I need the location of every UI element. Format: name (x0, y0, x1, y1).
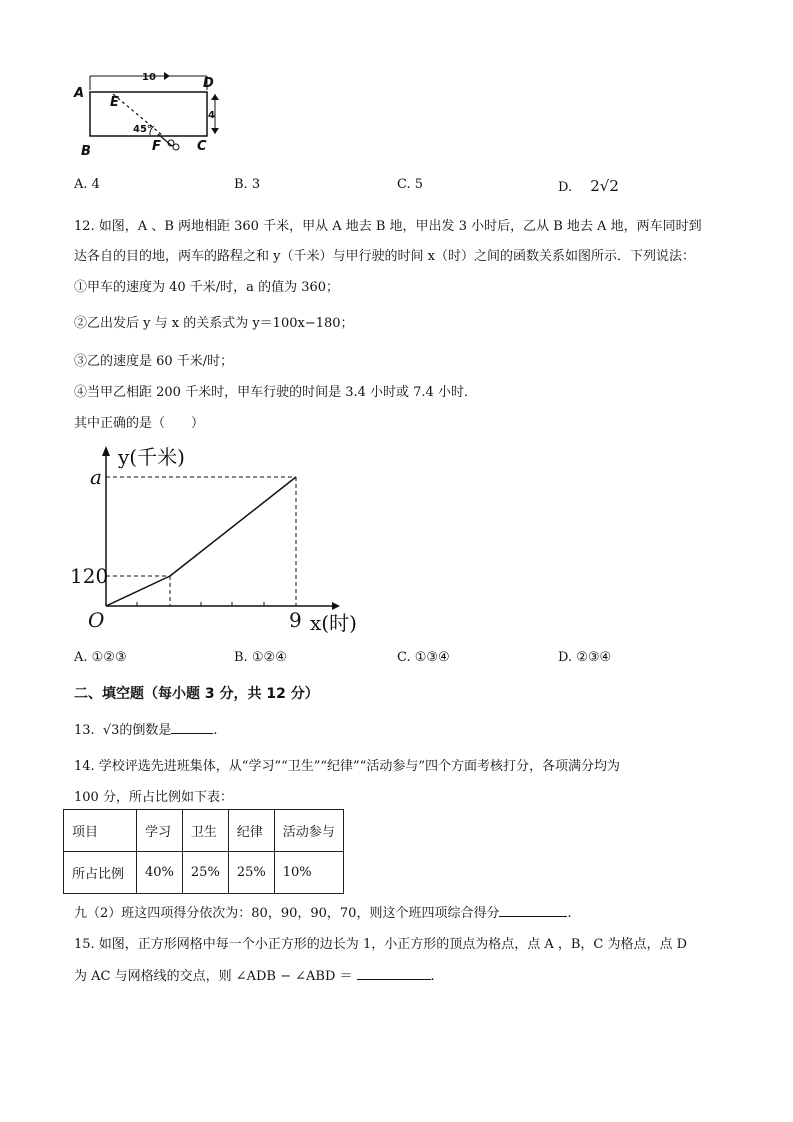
q13-text: 的倒数是 (119, 723, 172, 738)
q12-line2: 达各自的目的地，两车的路程之和 y（千米）与甲行驶的时间 x（时）之间的函数关系如图所示．下列说法： (74, 249, 695, 264)
table-cell: 25% (182, 852, 228, 894)
q12-question: 其中正确的是（ ） (74, 416, 205, 431)
proportion-table (63, 809, 344, 894)
q14-answer-blank[interactable] (499, 904, 567, 917)
x-axis-label: x(时) (310, 611, 357, 635)
q14-end: . (567, 906, 572, 921)
q13-end: . (213, 723, 218, 738)
q11-option-b[interactable]: B. 3 (234, 177, 261, 192)
q13 (74, 719, 218, 738)
table-header-cell: 卫生 (182, 810, 228, 852)
angle-45: 45° (133, 124, 152, 135)
q13-answer-blank[interactable] (171, 721, 213, 734)
q15-line1: 15. 如图，正方形网格中每一个小正方形的边长为 1，小正方形的顶点为格点，点 A ，B，C 为格点，点 D (74, 937, 688, 952)
tick-120: 120 (70, 564, 109, 588)
q12-statement-2: ②乙出发后 y 与 x 的关系式为 y＝100x−180； (74, 316, 354, 331)
q13-number: 13. (74, 723, 95, 738)
tick-9: 9 (289, 608, 302, 632)
q14-line2: 100 分，所占比例如下表： (74, 790, 233, 805)
q11-option-d-math: 2√2 (590, 177, 619, 195)
table-cell: 25% (228, 852, 274, 894)
distance-time-graph (70, 440, 380, 640)
q15-line2 (74, 965, 435, 984)
q12-option-c[interactable]: C. ①③④ (397, 650, 450, 665)
table-cell: 10% (274, 852, 343, 894)
origin-label: O (88, 608, 105, 632)
q12-statement-4: ④当甲乙相距 200 千米时，甲车行驶的时间是 3.4 小时或 7.4 小时． (74, 385, 477, 400)
length-10: 10 (142, 72, 156, 83)
label-e: E (110, 95, 119, 110)
graph-segment-2 (170, 477, 296, 576)
rectangle-fold-figure (70, 68, 220, 160)
q15-line2-text: 为 AC 与网格线的交点，则 ∠ADB − ∠ABD ＝ (74, 969, 353, 984)
q12-line1: 12. 如图，A 、B 两地相距 360 千米，甲从 A 地去 B 地，甲出发 3 小时后，乙从 B 地去 A 地，两车同时到 (74, 219, 702, 234)
label-f: F (152, 139, 161, 154)
table-cell: 40% (137, 852, 183, 894)
length-4: 4 (208, 110, 215, 121)
label-a-value: a (90, 465, 102, 489)
table-header-row (64, 810, 344, 852)
label-b: B (81, 144, 91, 159)
q13-math: √3 (102, 723, 120, 738)
q12-statement-1: ①甲车的速度为 40 千米/时，a 的值为 360； (74, 280, 340, 295)
q11-option-c[interactable]: C. 5 (397, 177, 424, 192)
table-cell: 所占比例 (64, 852, 137, 894)
table-header-cell: 活动参与 (274, 810, 343, 852)
table-header-cell: 项目 (64, 810, 137, 852)
q14-line1: 14. 学校评选先进班集体，从“学习”“卫生”“纪律”“活动参与”四个方面考核打分，各项满分均为 (74, 759, 620, 774)
table-row (64, 852, 344, 894)
q12-option-d[interactable]: D. ②③④ (558, 650, 612, 665)
q14-line3 (74, 902, 572, 921)
y-axis-label: y(千米) (118, 445, 185, 469)
q11-option-a[interactable]: A. 4 (74, 177, 100, 192)
q14-line3-text: 九（2）班这四项得分依次为：80，90，90，70，则这个班四项综合得分 (74, 906, 500, 921)
q11-option-d-label: D. (558, 180, 573, 195)
q15-answer-blank[interactable] (357, 967, 431, 980)
graph-segment-1 (106, 576, 170, 606)
section-2-title: 二、填空题（每小题 3 分，共 12 分） (74, 686, 319, 702)
table-header-cell: 学习 (137, 810, 183, 852)
table-header-cell: 纪律 (228, 810, 274, 852)
q12-option-a[interactable]: A. ①②③ (74, 650, 127, 665)
q12-option-b[interactable]: B. ①②④ (234, 650, 287, 665)
q11-option-d[interactable] (558, 177, 619, 195)
label-d: D (203, 76, 214, 91)
label-a: A (74, 86, 85, 101)
q12-statement-3: ③乙的速度是 60 千米/时； (74, 354, 234, 369)
label-c: C (197, 139, 207, 154)
q15-end: . (430, 969, 435, 984)
